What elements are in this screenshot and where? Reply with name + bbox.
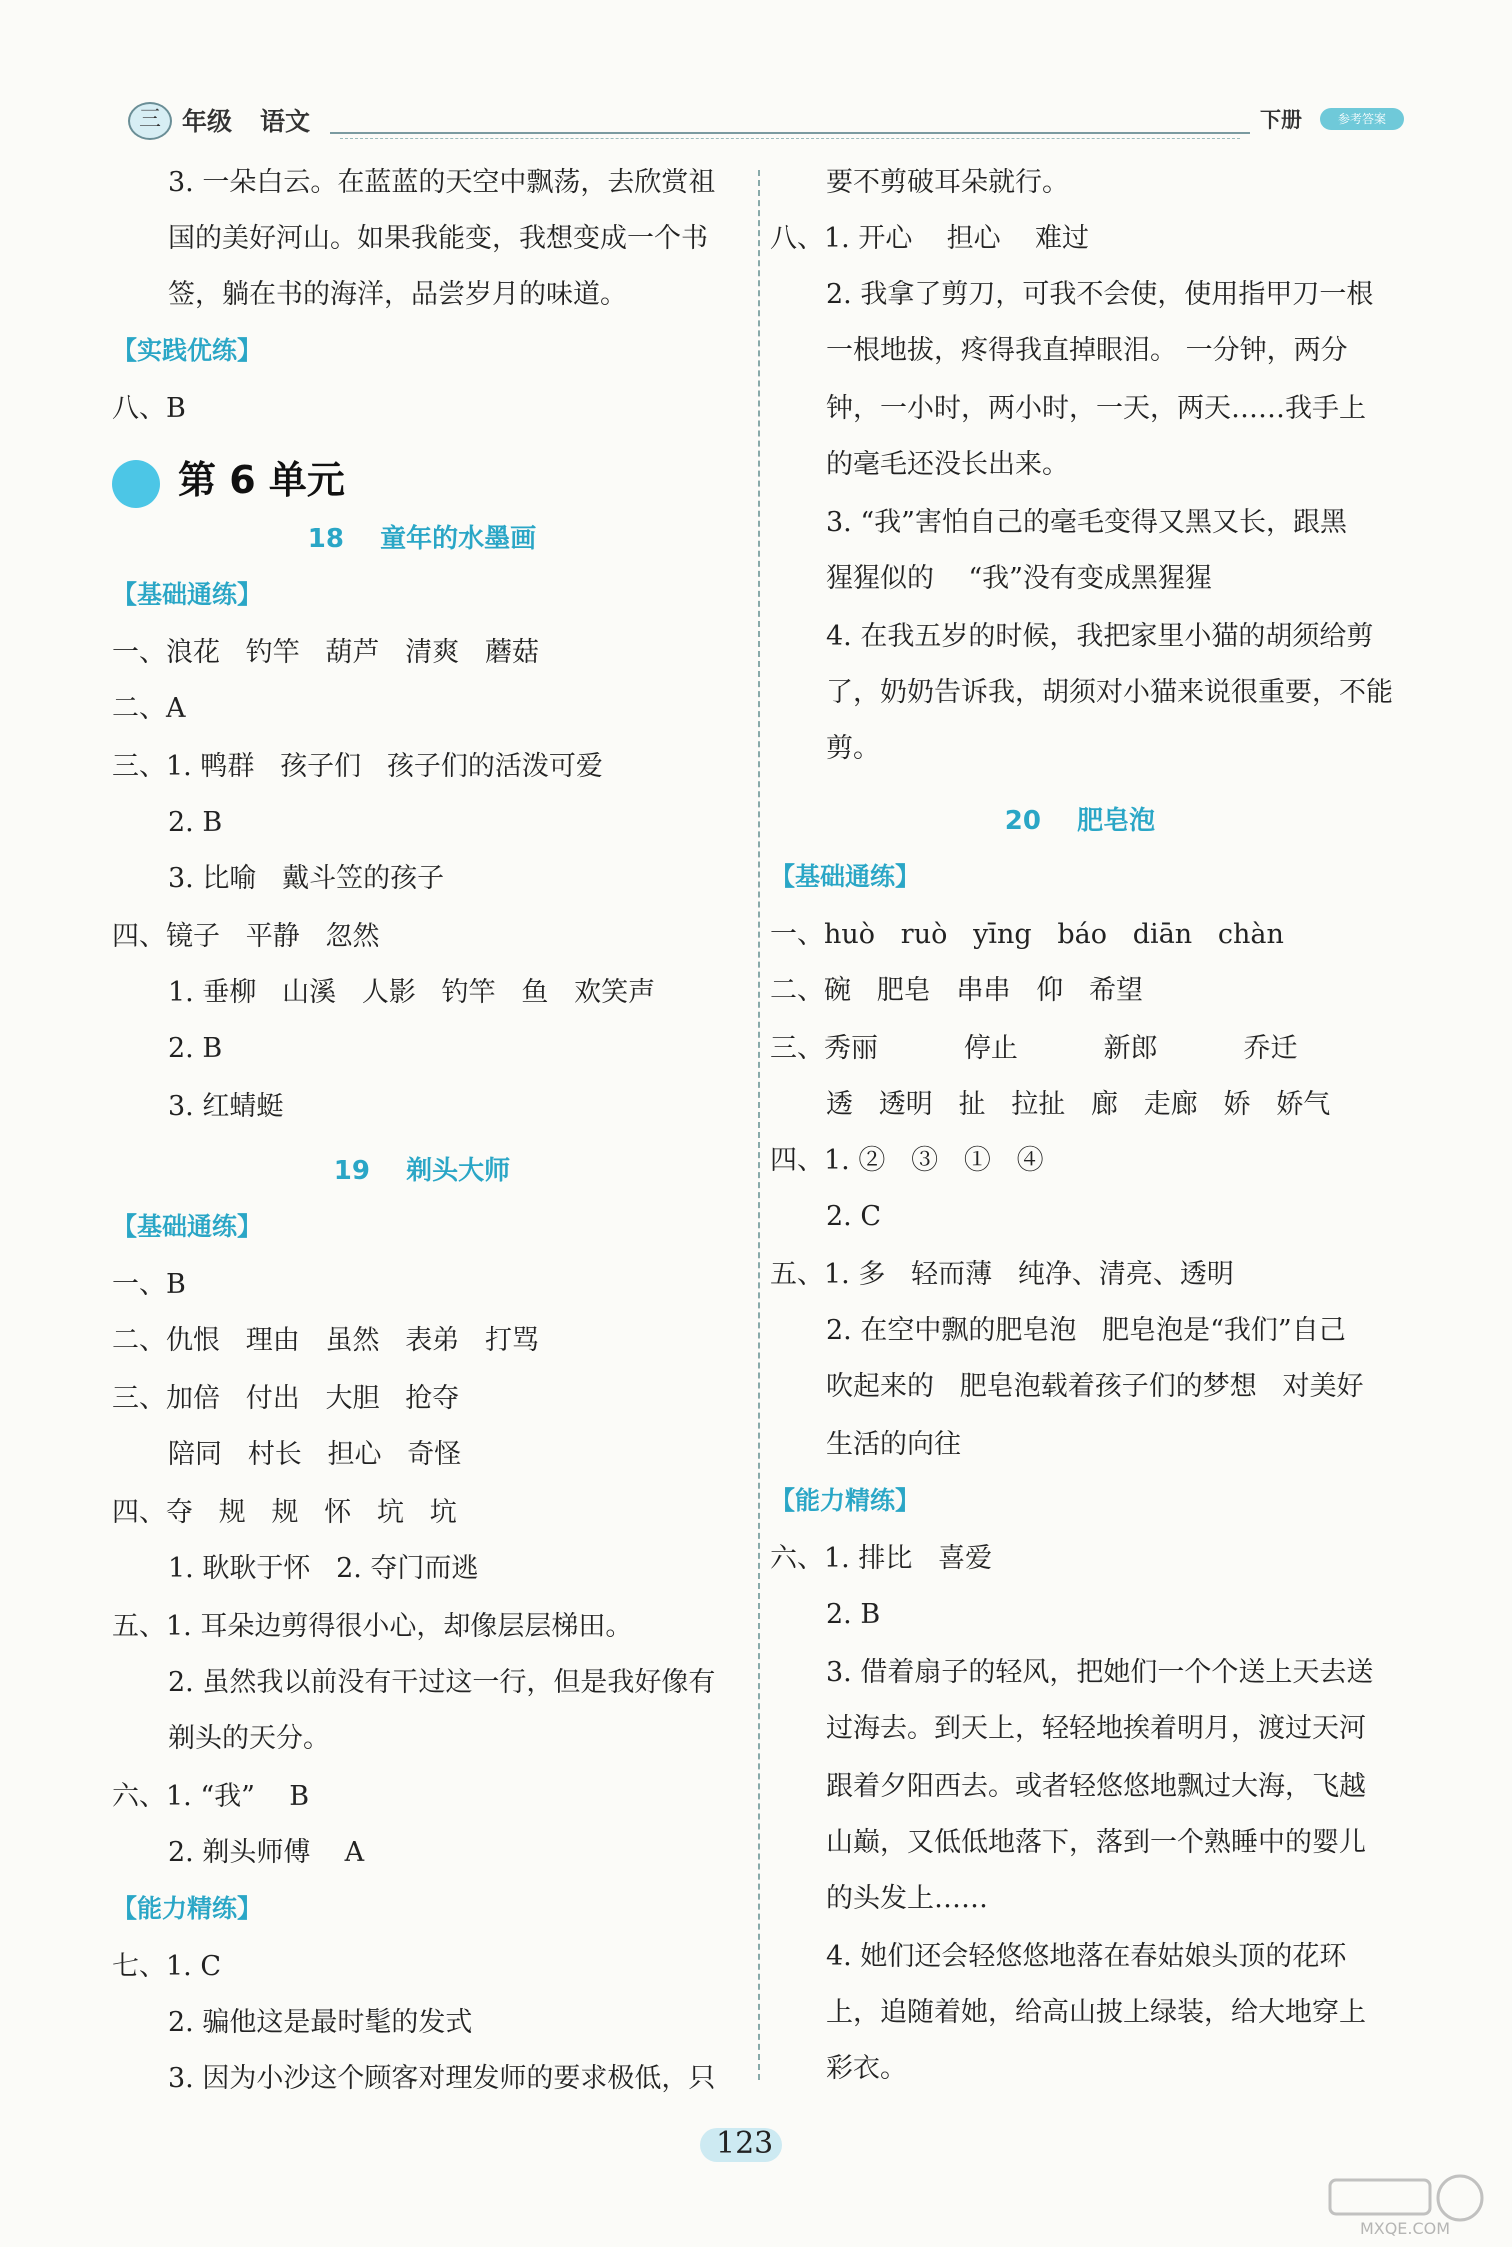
header-rule-dashed xyxy=(340,138,1240,139)
page-header xyxy=(110,98,1410,142)
right-line-2: 2. 我拿了剪刀，可我不会使，使用指甲刀一根 xyxy=(826,279,1374,310)
right-line-3: 一根地拔，疼得我直掉眼泪。 一分钟，两分 xyxy=(826,335,1348,366)
left-lesson-5: 18 童年的水墨画 xyxy=(307,524,537,554)
left-line-13: 1. 垂柳 山溪 人影 钓竿 鱼 欢笑声 xyxy=(168,977,656,1008)
left-line-31: 2. 骗他这是最时髦的发式 xyxy=(168,2007,473,2038)
left-line-26: 剃头的天分。 xyxy=(168,1723,330,1754)
left-line-14: 2. B xyxy=(168,1033,223,1064)
right-line-30: 的头发上…… xyxy=(826,1883,988,1914)
left-section-29: 【能力精练】 xyxy=(112,1894,263,1923)
left-section-3: 【实践优练】 xyxy=(112,336,263,365)
left-line-4: 八、B xyxy=(112,393,186,424)
right-line-19: 五、1. 多 轻而薄 纯净、清亮、透明 xyxy=(770,1259,1234,1290)
left-section-6: 【基础通练】 xyxy=(112,580,263,609)
left-line-11: 3. 比喻 戴斗笠的孩子 xyxy=(168,863,445,894)
right-line-8: 4. 在我五岁的时候，我把家里小猫的胡须给剪 xyxy=(826,621,1374,652)
left-line-24: 五、1. 耳朵边剪得很小心，却像层层梯田。 xyxy=(112,1611,633,1642)
left-line-23: 1. 耿耿于怀 2. 夺门而逃 xyxy=(168,1553,479,1584)
right-section-23: 【能力精练】 xyxy=(770,1486,921,1515)
right-line-13: 一、huò ruò yīng báo diān chàn xyxy=(770,919,1284,950)
column-divider xyxy=(758,170,760,2080)
left-line-2: 签，躺在书的海洋，品尝岁月的味道。 xyxy=(168,279,627,310)
right-section-12: 【基础通练】 xyxy=(770,862,921,891)
right-line-17: 四、1. ② ③ ① ④ xyxy=(770,1145,1044,1176)
subject-label: 语文 xyxy=(260,107,311,136)
left-line-22: 四、夺 规 规 怀 坑 坑 xyxy=(112,1497,457,1528)
right-line-26: 3. 借着扇子的轻风，把她们一个个送上天去送 xyxy=(826,1657,1374,1688)
left-section-17: 【基础通练】 xyxy=(112,1212,263,1241)
left-line-0: 3. 一朵白云。在蓝蓝的天空中飘荡，去欣赏祖 xyxy=(168,167,716,198)
right-line-7: 猩猩似的 “我”没有变成黑猩猩 xyxy=(826,563,1212,594)
left-line-8: 二、A xyxy=(112,693,186,724)
left-line-27: 六、1. “我” B xyxy=(112,1781,310,1812)
right-lesson-11: 20 肥皂泡 xyxy=(1004,806,1156,836)
left-line-20: 三、加倍 付出 大胆 抢夺 xyxy=(112,1383,460,1414)
volume-label: 下册 xyxy=(1260,108,1302,132)
right-line-21: 吹起来的 肥皂泡载着孩子们的梦想 对美好 xyxy=(826,1371,1364,1402)
grade-label: 年级 xyxy=(182,107,233,136)
left-line-30: 七、1. C xyxy=(112,1951,222,1982)
header-rule xyxy=(330,132,1250,134)
left-line-15: 3. 红蜻蜓 xyxy=(168,1091,284,1122)
right-line-27: 过海去。到天上，轻轻地挨着明月，渡过天河 xyxy=(826,1713,1366,1744)
right-line-22: 生活的向往 xyxy=(826,1429,961,1460)
right-line-29: 山巅，又低低地落下，落到一个熟睡中的婴儿 xyxy=(826,1827,1366,1858)
left-line-32: 3. 因为小沙这个顾客对理发师的要求极低，只 xyxy=(168,2063,716,2094)
watermark-text: MXQE.COM xyxy=(1359,2219,1451,2238)
right-line-6: 3. “我”害怕自己的毫毛变得又黑又长，跟黑 xyxy=(826,507,1347,538)
unit-circle-icon xyxy=(112,460,160,508)
right-line-5: 的毫毛还没长出来。 xyxy=(826,449,1069,480)
right-line-25: 2. B xyxy=(826,1599,881,1630)
unit-title: 第 6 单元 xyxy=(178,458,345,502)
right-line-24: 六、1. 排比 喜爱 xyxy=(770,1543,993,1574)
left-line-7: 一、浪花 钓竿 葫芦 清爽 蘑菇 xyxy=(112,637,539,668)
right-line-1: 八、1. 开心 担心 难过 xyxy=(770,223,1090,254)
left-line-9: 三、1. 鸭群 孩子们 孩子们的活泼可爱 xyxy=(112,751,603,782)
volume-pill: 参考答案 xyxy=(1320,108,1404,130)
right-line-28: 跟着夕阳西去。或者轻悠悠地飘过大海，飞越 xyxy=(826,1771,1366,1802)
left-line-10: 2. B xyxy=(168,807,223,838)
left-line-25: 2. 虽然我以前没有干过这一行，但是我好像有 xyxy=(168,1667,716,1698)
grade-badge: 三 xyxy=(128,102,172,140)
left-line-18: 一、B xyxy=(112,1269,186,1300)
right-line-31: 4. 她们还会轻悠悠地落在春姑娘头顶的花环 xyxy=(826,1941,1347,1972)
left-line-1: 国的美好河山。如果我能变，我想变成一个书 xyxy=(168,223,708,254)
page-number: 123 xyxy=(716,2126,774,2161)
right-line-16: 透 透明 扯 拉扯 廊 走廊 娇 娇气 xyxy=(826,1089,1331,1120)
left-line-28: 2. 剃头师傅 A xyxy=(168,1837,365,1868)
left-line-12: 四、镜子 平静 忽然 xyxy=(112,921,380,952)
right-line-14: 二、碗 肥皂 串串 仰 希望 xyxy=(770,975,1143,1006)
right-line-20: 2. 在空中飘的肥皂泡 肥皂泡是“我们”自己 xyxy=(826,1315,1346,1346)
right-line-4: 钟，一小时，两小时，一天，两天……我手上 xyxy=(826,393,1366,424)
watermark-logo xyxy=(1320,2170,1490,2240)
right-line-15: 三、秀丽 停止 新郎 乔迁 xyxy=(770,1033,1298,1064)
right-line-9: 了，奶奶告诉我，胡须对小猫来说很重要，不能 xyxy=(826,677,1393,708)
right-line-18: 2. C xyxy=(826,1201,882,1232)
right-line-0: 要不剪破耳朵就行。 xyxy=(826,167,1069,198)
left-lesson-16: 19 剃头大师 xyxy=(333,1156,511,1186)
right-line-32: 上，追随着她，给高山披上绿装，给大地穿上 xyxy=(826,1997,1366,2028)
right-line-10: 剪。 xyxy=(826,733,880,764)
left-line-19: 二、仇恨 理由 虽然 表弟 打骂 xyxy=(112,1325,539,1356)
left-line-21: 陪同 村长 担心 奇怪 xyxy=(168,1439,462,1470)
right-line-33: 彩衣。 xyxy=(826,2053,907,2084)
